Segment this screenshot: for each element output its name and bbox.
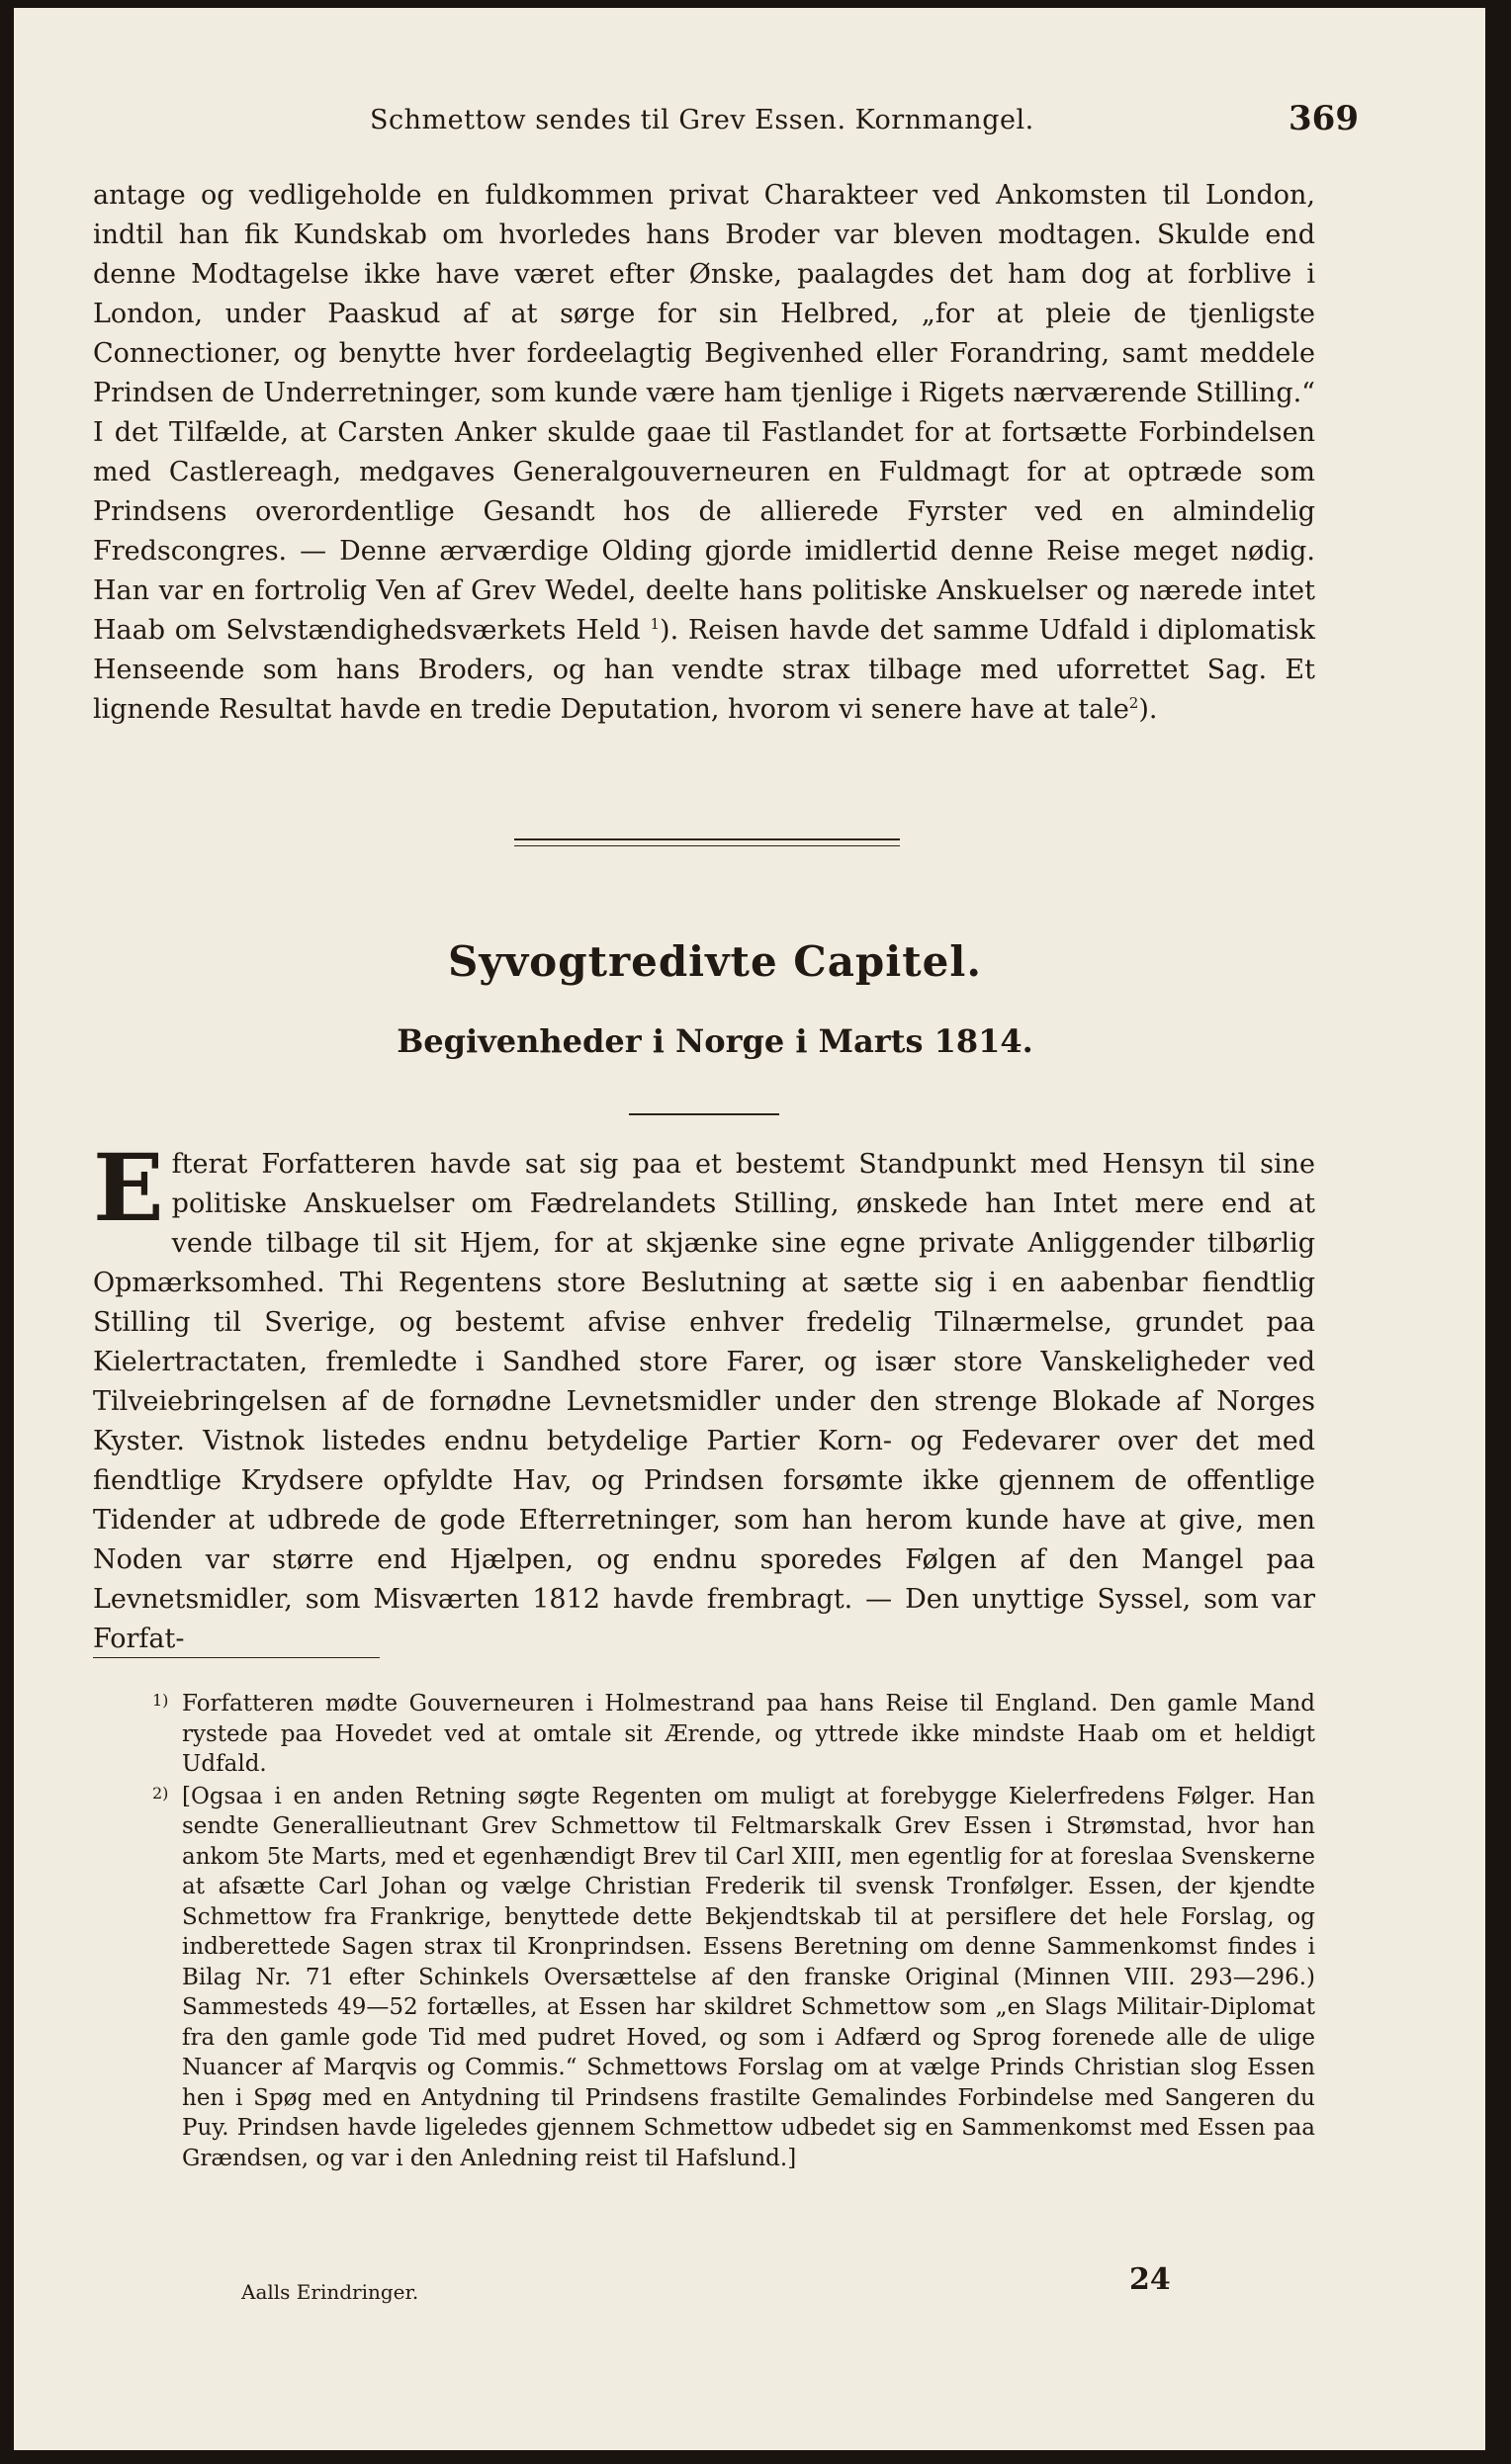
sheet-number: 24: [1129, 2262, 1171, 2297]
chapter-subtitle: Begivenheder i Norge i Marts 1814.: [397, 1022, 1033, 1060]
footnote-text-1: Forfatteren mødte Gouverneuren i Holmestrand paa hans Reise til England. Den gamle Mand rystede paa Hovedet ved at omtale sit Ærende, og yttrede ikke mindste Haab om et heldigt Udfald.: [182, 1691, 1315, 1777]
footnote-ref-1: 1: [650, 615, 661, 633]
opening-text: antage og vedligeholde en fuldkommen privat Charakteer ved Ankomsten til London, indtil han fik Kundskab om hvorledes hans Broder var bleven modtagen. Skulde end denne Modtagelse ikke have været efter Ønske, paalagdes det ham dog at forblive i London, under Paaskud af at sørge for sin Helbred, „for at pleie de tjenligste Connectioner, og benytte hver fordeelagtig Begivenhed eller Forandring, samt meddele Prindsen de Underretninger, som kunde være ham tjenlige i Rigets nærværende Stilling.“ I det Tilfælde, at Carsten Anker skulde gaae til Fastlandet for at fortsætte Forbindelsen med Castlereagh, medgaves Generalgouverneuren en Fuldmagt for at optræde som Prindsens overordentlige Gesandt hos de allierede Fyrster ved en almindelig Fredscongres. — Denne ærværdige Olding gjorde imidlertid denne Reise meget nødig. Han var en fortrolig Ven af Grev Wedel, deelte hans politiske Anskuelser og nærede intet Haab om Selvstændighedsværkets Held: [93, 180, 1315, 646]
chapter-body: [93, 1134, 1315, 1659]
footnote-mark-1: 1): [152, 1691, 169, 1710]
chapter-title: Syvogtredivte Capitel.: [448, 937, 982, 986]
book-page: [14, 8, 1485, 2450]
opening-paragraph: [93, 176, 1315, 730]
drop-cap: E: [93, 1134, 164, 1243]
footnote-text-2: [Ogsaa i en anden Retning søgte Regenten om muligt at forebygge Kielerfredens Følger. Han sendte Generallieutnant Grev Schmettow til Feltmarskalk Grev Essen i Strømstad, hvor han ankom 5te Marts, med et egenhændigt Brev til Carl XIII, men egentlig for at foreslaa Svenskerne at afsætte Carl Johan og vælge Christian Frederik til svensk Tronfølger. Essen, der kjendte Schmettow fra Frankrige, benyttede dette Bekjendtskab til at persiflere det hele Forslag, og indberettede Sagen strax til Kronprindsen. Essens Beretning om denne Sammenkomst findes i Bilag Nr. 71 efter Schinkels Oversættelse af den franske Original (Minnen VIII. 293—296.) Sammesteds 49—52 fortælles, at Essen har skildret Schmettow som „en Slags Militair-Diplomat fra den gamle gode Tid med pudret Hoved, og som i Adfærd og Sprog forenede alle de ulige Nuancer af Marqvis og Commis.“ Schmettows Forslag om at vælge Prinds Christian slog Essen hen i Spøg med en Antydning til Prindsens frastilte Gemalindes Forbindelse med Sangeren du Puy. Prindsen havde ligeledes gjennem Schmettow udbedet sig en Sammenkomst med Essen paa Grændsen, og var i den Anledning reist til Hafslund.]: [182, 1783, 1315, 2171]
page-header: [14, 99, 1485, 144]
page-number: 369: [1289, 99, 1359, 138]
subtitle-divider: [629, 1113, 779, 1115]
signature-line: Aalls Erindringer.: [241, 2280, 419, 2304]
footnote-2: [93, 1782, 1315, 2174]
footnote-mark-2: 2): [152, 1783, 169, 1803]
running-title: Schmettow sendes til Grev Essen. Kornmangel.: [370, 105, 1034, 135]
opening-end: ).: [1138, 694, 1158, 725]
footnotes: [93, 1689, 1315, 2175]
section-divider: [514, 838, 900, 846]
chapter-body-text: fterat Forfatteren havde sat sig paa et bestemt Standpunkt med Hensyn til sine politiske Anskuelser om Fædrelandets Stilling, ønskede han Intet mere end at vende tilbage til sit Hjem, for at skjænke sine egne private Anliggender tilbørlig Opmærksomhed. Thi Regentens store Beslutning at sætte sig i en aabenbar fiendtlig Stilling til Sverige, og bestemt afvise enhver fredelig Tilnærmelse, grundet paa Kielertractaten, fremledte i Sandhed store Farer, og især store Vanskeligheder ved Tilveiebringelsen af de fornødne Levnetsmidler under den strenge Blokade af Norges Kyster. Vistnok listedes endnu betydelige Partier Korn- og Fedevarer over det med fiendtlige Krydsere opfyldte Hav, og Prindsen forsømte ikke gjennem de offentlige Tidender at udbrede de gode Efterretninger, som han herom kunde have at give, men Noden var større end Hjælpen, og endnu sporedes Følgen af den Mangel paa Levnetsmidler, som Misværten 1812 havde frembragt. — Den unyttige Syssel, som var Forfat-: [93, 1149, 1315, 1654]
opening-continuation: ). Reisen havde det samme Udfald i diplomatisk Henseende som hans Broders, og han vendte strax tilbage med uforrettet Sag. Et lignende Resultat havde en tredie Deputation, hvorom vi senere have at tale: [93, 615, 1315, 725]
footnote-rule: [93, 1657, 380, 1658]
footnote-1: [93, 1689, 1315, 1780]
footnote-ref-2: 2: [1128, 694, 1139, 712]
